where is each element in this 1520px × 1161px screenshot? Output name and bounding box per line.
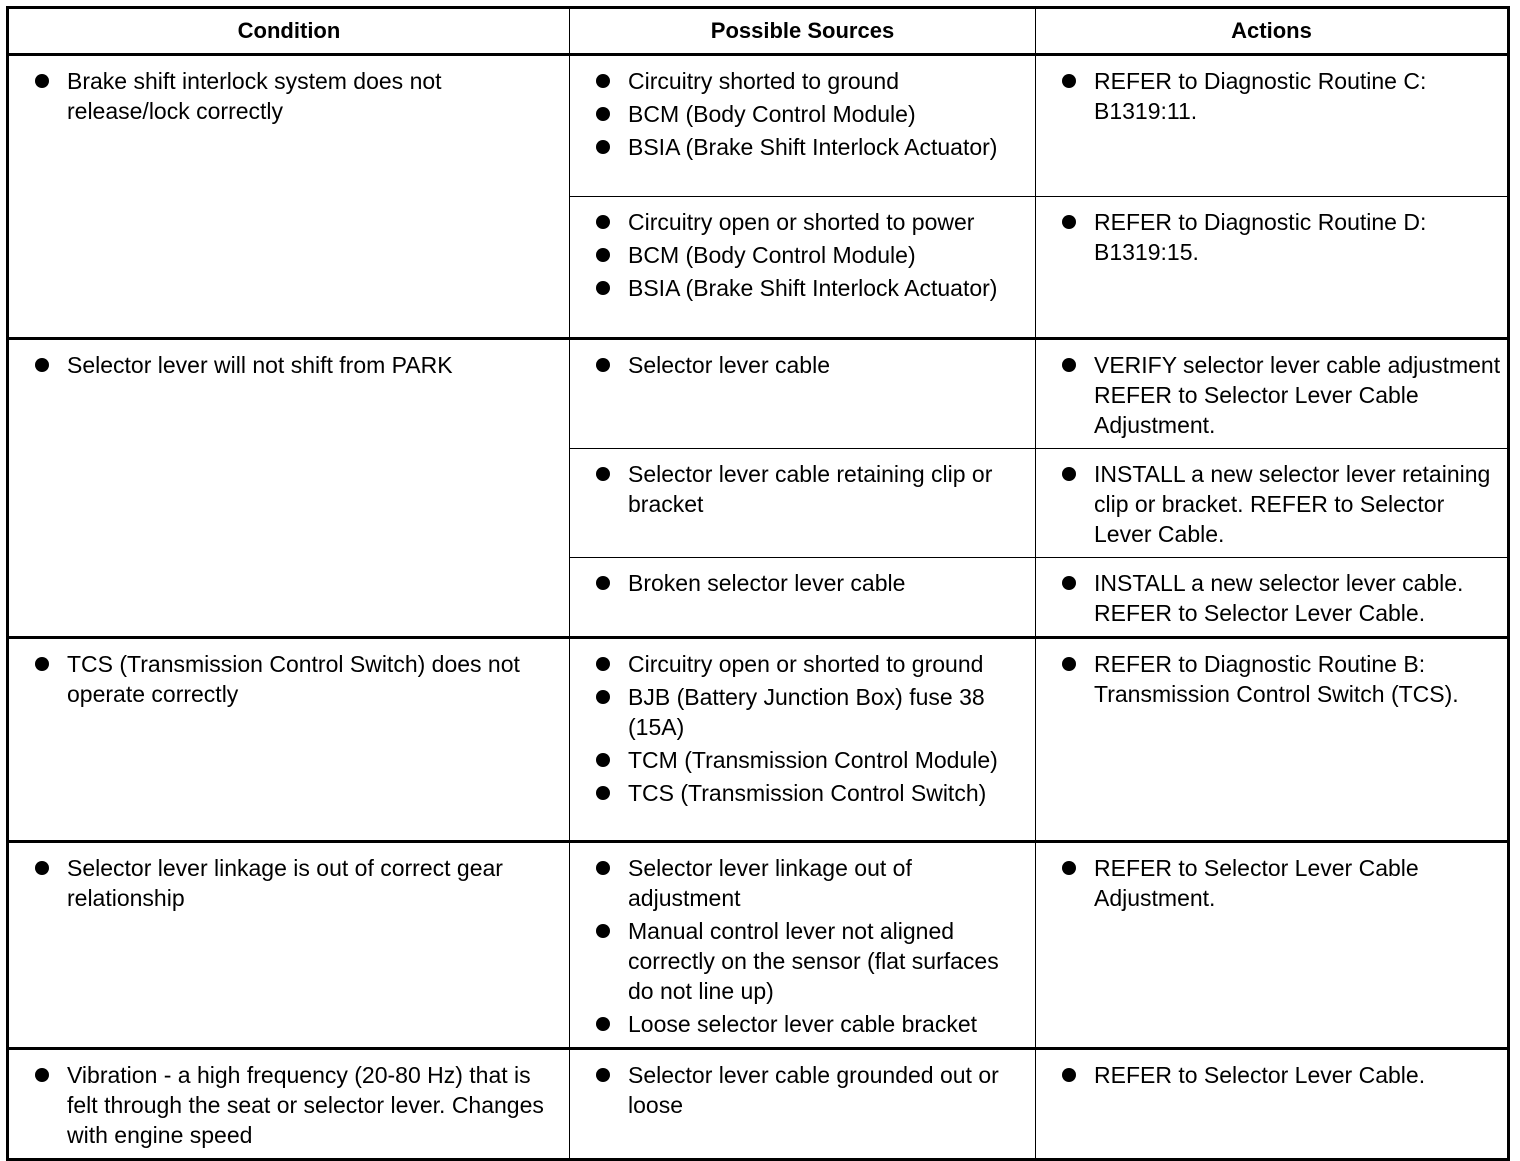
source-item: BSIA (Brake Shift Interlock Actuator) [570, 273, 1029, 303]
source-item: Selector lever cable [570, 350, 1029, 380]
bullet-icon [596, 281, 610, 295]
bullet-icon [596, 248, 610, 262]
actions-cell [1036, 558, 1509, 638]
table-row [8, 55, 1509, 197]
action-item: REFER to Selector Lever Cable Adjustment. [1036, 853, 1501, 913]
header-row [8, 8, 1509, 55]
condition-header: Condition [8, 8, 570, 55]
condition-item: Selector lever linkage is out of correct gear relationship [9, 853, 563, 913]
bullet-icon [596, 861, 610, 875]
bullet-icon [1062, 1068, 1076, 1082]
bullet-icon [1062, 861, 1076, 875]
action-item: REFER to Diagnostic Routine B: Transmission Control Switch (TCS). [1036, 649, 1501, 709]
bullet-icon [35, 657, 49, 671]
condition-cell [8, 55, 570, 339]
bullet-icon [596, 358, 610, 372]
sources-cell [570, 55, 1036, 197]
table-row [8, 842, 1509, 1049]
bullet-icon [596, 786, 610, 800]
bullet-icon [596, 1068, 610, 1082]
source-item: Circuitry open or shorted to power [570, 207, 1029, 237]
action-item: INSTALL a new selector lever cable. REFER to Selector Lever Cable. [1036, 568, 1501, 628]
action-item: VERIFY selector lever cable adjustment REFER to Selector Lever Cable Adjustment. [1036, 350, 1501, 440]
bullet-icon [1062, 74, 1076, 88]
actions-cell [1036, 1049, 1509, 1160]
condition-item: Brake shift interlock system does not release/lock correctly [9, 66, 563, 126]
sources-cell [570, 558, 1036, 638]
action-item: REFER to Diagnostic Routine D: B1319:15. [1036, 207, 1501, 267]
table-row [8, 638, 1509, 842]
bullet-icon [1062, 657, 1076, 671]
source-item: Loose selector lever cable bracket [570, 1009, 1029, 1039]
sources-cell [570, 638, 1036, 842]
source-item: TCS (Transmission Control Switch) [570, 778, 1029, 808]
bullet-icon [596, 924, 610, 938]
bullet-icon [596, 753, 610, 767]
bullet-icon [35, 74, 49, 88]
bullet-icon [596, 140, 610, 154]
bullet-icon [1062, 215, 1076, 229]
actions-cell [1036, 842, 1509, 1049]
table-row [8, 339, 1509, 449]
action-item: REFER to Diagnostic Routine C: B1319:11. [1036, 66, 1501, 126]
actions-cell [1036, 339, 1509, 449]
bullet-icon [1062, 576, 1076, 590]
source-item: BJB (Battery Junction Box) fuse 38 (15A) [570, 682, 1029, 742]
bullet-icon [596, 576, 610, 590]
bullet-icon [1062, 467, 1076, 481]
actions-cell [1036, 197, 1509, 339]
condition-item: Selector lever will not shift from PARK [9, 350, 563, 380]
actions-cell [1036, 638, 1509, 842]
condition-cell [8, 638, 570, 842]
bullet-icon [35, 1068, 49, 1082]
sources-cell [570, 449, 1036, 558]
condition-item: Vibration - a high frequency (20-80 Hz) that is felt through the seat or selector lever. Changes with engine speed [9, 1060, 563, 1150]
bullet-icon [35, 861, 49, 875]
bullet-icon [596, 215, 610, 229]
condition-item: TCS (Transmission Control Switch) does not operate correctly [9, 649, 563, 709]
source-item: Selector lever cable grounded out or loose [570, 1060, 1029, 1120]
bullet-icon [596, 657, 610, 671]
actions-cell [1036, 55, 1509, 197]
sources-cell [570, 842, 1036, 1049]
sources-cell [570, 197, 1036, 339]
diagnosis-table [6, 6, 1510, 1161]
bullet-icon [35, 358, 49, 372]
source-item: Circuitry open or shorted to ground [570, 649, 1029, 679]
source-item: BSIA (Brake Shift Interlock Actuator) [570, 132, 1029, 162]
table-row [8, 1049, 1509, 1160]
sources-cell [570, 1049, 1036, 1160]
bullet-icon [596, 467, 610, 481]
actions-cell [1036, 449, 1509, 558]
actions-header: Actions [1036, 8, 1509, 55]
condition-cell [8, 1049, 570, 1160]
source-item: Manual control lever not aligned correctly on the sensor (flat surfaces do not line up) [570, 916, 1029, 1006]
source-item: TCM (Transmission Control Module) [570, 745, 1029, 775]
action-item: INSTALL a new selector lever retaining clip or bracket. REFER to Selector Lever Cable. [1036, 459, 1501, 549]
source-item: Selector lever linkage out of adjustment [570, 853, 1029, 913]
sources-cell [570, 339, 1036, 449]
bullet-icon [1062, 358, 1076, 372]
sources-header: Possible Sources [570, 8, 1036, 55]
source-item: BCM (Body Control Module) [570, 99, 1029, 129]
bullet-icon [596, 1017, 610, 1031]
source-item: BCM (Body Control Module) [570, 240, 1029, 270]
source-item: Circuitry shorted to ground [570, 66, 1029, 96]
source-item: Selector lever cable retaining clip or bracket [570, 459, 1029, 519]
bullet-icon [596, 690, 610, 704]
action-item: REFER to Selector Lever Cable. [1036, 1060, 1501, 1090]
bullet-icon [596, 107, 610, 121]
bullet-icon [596, 74, 610, 88]
condition-cell [8, 339, 570, 638]
source-item: Broken selector lever cable [570, 568, 1029, 598]
condition-cell [8, 842, 570, 1049]
